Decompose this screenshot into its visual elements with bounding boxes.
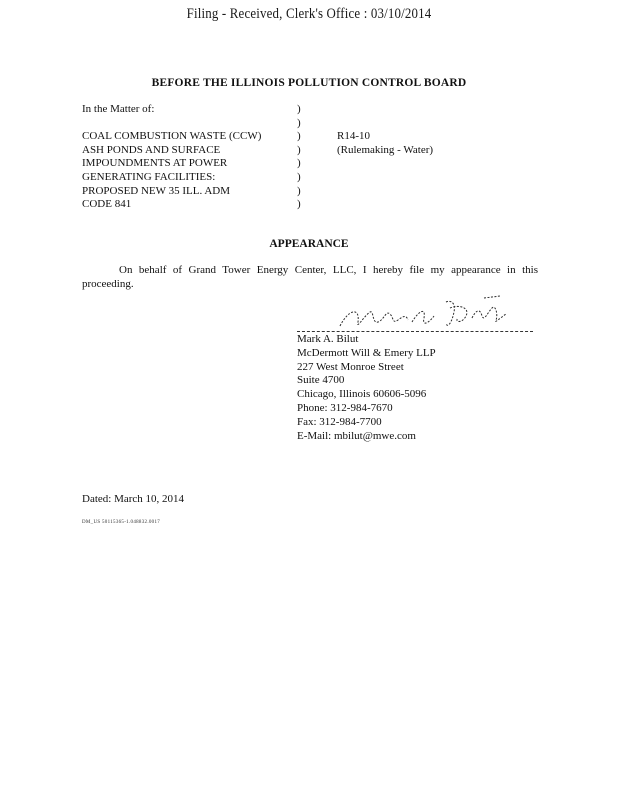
caption-parentheses xyxy=(297,103,301,212)
caption-paren: ) xyxy=(297,130,301,143)
caption-line: COAL COMBUSTION WASTE (CCW) xyxy=(82,130,262,143)
caption-paren: ) xyxy=(297,116,301,129)
docket-type: (Rulemaking - Water) xyxy=(337,143,434,156)
document-footer-code: DM_US 50115365-1.048832.0017 xyxy=(82,520,161,525)
in-the-matter-label: In the Matter of: xyxy=(82,103,155,115)
caption-line: IMPOUNDMENTS AT POWER xyxy=(82,157,228,170)
handwritten-signature xyxy=(300,288,530,336)
attorney-firm: McDermott Will & Emery LLP xyxy=(297,346,436,359)
caption-paren: ) xyxy=(297,198,301,211)
caption-paren: ) xyxy=(297,157,301,170)
attorney-name: Mark A. Bilut xyxy=(297,333,359,345)
appearance-heading: APPEARANCE xyxy=(269,238,349,250)
appearance-statement: On behalf of Grand Tower Energy Center, LLC, I hereby file my appearance in this proceeding. xyxy=(82,264,538,290)
attorney-street: 227 West Monroe Street xyxy=(297,360,404,373)
attorney-suite: Suite 4700 xyxy=(297,374,345,387)
caption-line: PROPOSED NEW 35 ILL. ADM xyxy=(82,184,231,197)
case-caption xyxy=(82,103,261,212)
caption-paren: ) xyxy=(297,143,301,156)
caption-line: GENERATING FACILITIES: xyxy=(82,170,216,183)
caption-paren: ) xyxy=(297,184,301,197)
board-title: BEFORE THE ILLINOIS POLLUTION CONTROL BOARD xyxy=(151,77,467,89)
date-line: Dated: March 10, 2014 xyxy=(82,493,185,505)
caption-paren: ) xyxy=(297,170,301,183)
attorney-email: E-Mail: mbilut@mwe.com xyxy=(297,429,416,442)
docket-number: R14-10 xyxy=(337,130,370,142)
caption-spacer xyxy=(82,117,261,131)
caption-line: CODE 841 xyxy=(82,198,132,211)
caption-line: ASH PONDS AND SURFACE xyxy=(82,143,221,156)
caption-paren: ) xyxy=(297,103,301,115)
attorney-phone: Phone: 312-984-7670 xyxy=(297,401,393,414)
signature-block xyxy=(297,333,436,443)
docket-info xyxy=(337,130,433,157)
signature-drawing xyxy=(300,288,530,336)
attorney-city: Chicago, Illinois 60606-5096 xyxy=(297,388,427,401)
filing-stamp-header: Filing - Received, Clerk's Office : 03/10/2014 xyxy=(186,6,432,22)
signature-line xyxy=(297,331,533,332)
attorney-fax: Fax: 312-984-7700 xyxy=(297,415,382,428)
